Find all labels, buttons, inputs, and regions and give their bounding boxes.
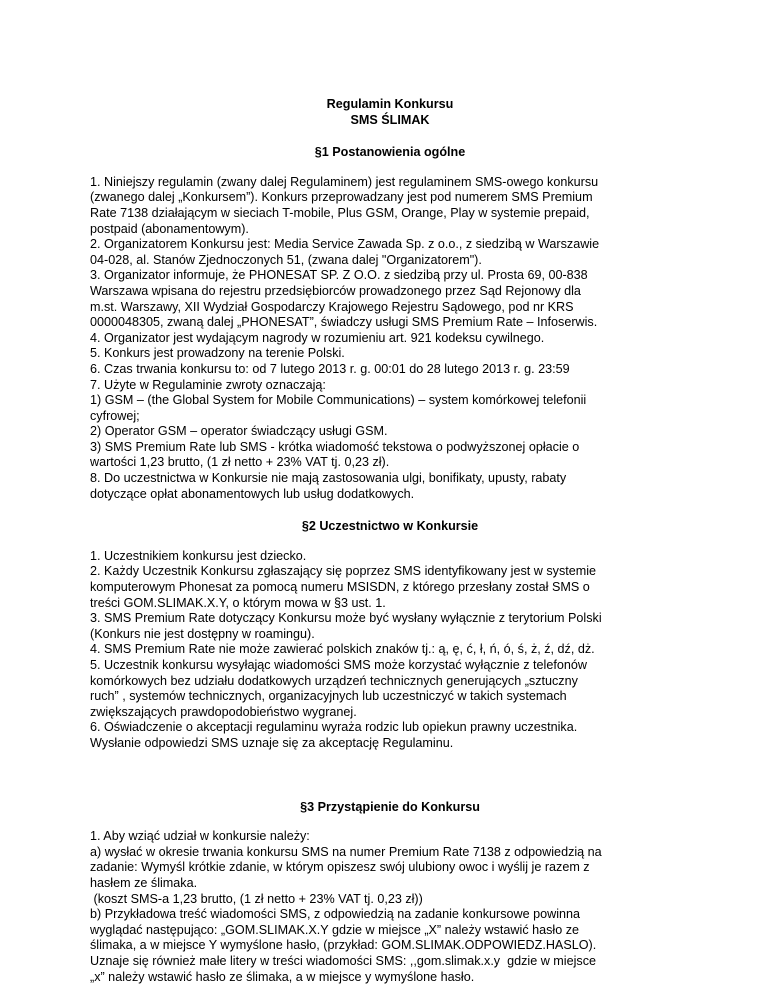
section2-heading: §2 Uczestnictwo w Konkursie (301, 519, 479, 534)
section1-line: (zwanego dalej „Konkursem”). Konkurs przeprowadzany jest pod numerem SMS Premium (90, 190, 593, 205)
section3-line: zadanie: Wymyśl krótkie zdanie, w którym opiszesz swój ulubiony owoc i wyślij je razem z (90, 860, 590, 875)
section3-line: (koszt SMS-a 1,23 brutto, (1 zł netto + 23% VAT tj. 0,23 zł)) (90, 891, 423, 906)
section1-line: wartości 1,23 brutto, (1 zł netto + 23% VAT tj. 0,23 zł). (90, 455, 390, 470)
section1-line: 04-028, al. Stanów Zjednoczonych 51, (zwana dalej "Organizatorem"). (90, 252, 482, 267)
section2-line: 2. Każdy Uczestnik Konkursu zgłaszający się poprzez SMS identyfikowany jest w systemie (90, 564, 597, 579)
section2-body (90, 549, 690, 752)
section1-line: dotyczące opłat abonamentowych lub usług dodatkowych. (90, 486, 415, 501)
section2-line: (Konkurs nie jest dostępny w roamingu). (90, 626, 315, 641)
section3-body (90, 829, 690, 985)
section1-line: 6. Czas trwania konkursu to: od 7 lutego 2013 r. g. 00:01 do 28 lutego 2013 r. g. 23:59 (90, 361, 570, 376)
section3-line: b) Przykładowa treść wiadomości SMS, z odpowiedzią na zadanie konkursowe powinna (90, 907, 581, 922)
section3-line: „x” należy wstawić hasło ze ślimaka, a w miejsce y wymyślone hasło. (90, 969, 475, 984)
section1-line: 7. Użyte w Regulaminie zwroty oznaczają: (90, 377, 326, 392)
section2-line: komputerowym Phonesat za pomocą numeru MSISDN, z którego przesłany został SMS o (90, 580, 590, 595)
section1-line: postpaid (abonamentowym). (90, 221, 249, 236)
document-title-line2: SMS ŚLIMAK (350, 112, 430, 127)
section1-line: 4. Organizator jest wydającym nagrody w rozumieniu art. 921 kodeksu cywilnego. (90, 330, 545, 345)
section1-line: 2. Organizatorem Konkursu jest: Media Service Zawada Sp. z o.o., z siedzibą w Warszawie (90, 237, 600, 252)
section2-line: zwiększających prawdopodobieństwo wygranej. (90, 704, 357, 719)
document-page (90, 97, 690, 985)
section1-body (90, 175, 690, 502)
section2-line: komórkowych bez udziału dodatkowych urządzeń technicznych generujących „sztuczny (90, 673, 578, 688)
section1-line: 8. Do uczestnictwa w Konkursie nie mają zastosowania ulgi, bonifikaty, upusty, rabaty (90, 471, 567, 486)
section3-heading: §3 Przystąpienie do Konkursu (300, 799, 480, 814)
section2-line: ruch” , systemów technicznych, organizacyjnych lub uczestniczyć w takich systemach (90, 689, 567, 704)
section1-line: Rate 7138 działającym w sieciach T-mobile, Plus GSM, Orange, Play w systemie prepaid, (90, 205, 590, 220)
section3-line: hasłem ze ślimaka. (90, 875, 198, 890)
section1-heading: §1 Postanowienia ogólne (314, 145, 466, 160)
section1-line: 5. Konkurs jest prowadzony na terenie Polski. (90, 346, 345, 361)
section3-line: 1. Aby wziąć udział w konkursie należy: (90, 829, 310, 844)
section2-line: treści GOM.SLIMAK.X.Y, o którym mowa w §3 ust. 1. (90, 595, 386, 610)
section1-line: 1) GSM – (the Global System for Mobile Communications) – system komórkowej telefonii (90, 393, 587, 408)
section2-line: 3. SMS Premium Rate dotyczący Konkursu może być wysłany wyłącznie z terytorium Polski (90, 611, 602, 626)
section3-line: ślimaka, a w miejsce Y wymyślone hasło, (przykład: GOM.SLIMAK.ODPOWIEDZ.HASLO). (90, 938, 597, 953)
section2-line: 1. Uczestnikiem konkursu jest dziecko. (90, 548, 307, 563)
section1-line: 0000048305, zwaną dalej „PHONESAT”, świadczy usługi SMS Premium Rate – Infoserwis. (90, 315, 598, 330)
section1-line: 3) SMS Premium Rate lub SMS - krótka wiadomość tekstowa o podwyższonej opłacie o (90, 439, 580, 454)
section1-line: 1. Niniejszy regulamin (zwany dalej Regulaminem) jest regulaminem SMS-owego konkursu (90, 174, 599, 189)
section2-line: 6. Oświadczenie o akceptacji regulaminu wyraża rodzic lub opiekun prawny uczestnika. (90, 720, 578, 735)
section1-line: 3. Organizator informuje, że PHONESAT SP. Z O.O. z siedzibą przy ul. Prosta 69, 00-838 (90, 268, 588, 283)
section1-line: m.st. Warszawy, XII Wydział Gospodarczy Krajowego Rejestru Sądowego, pod nr KRS (90, 299, 574, 314)
section3-line: Uznaje się również małe litery w treści wiadomości SMS: ,,gom.slimak.x.y gdzie w miejsce (90, 953, 596, 968)
section3-line: a) wysłać w okresie trwania konkursu SMS na numer Premium Rate 7138 z odpowiedzią na (90, 844, 602, 859)
section3-line: wyglądać następująco: „GOM.SLIMAK.X.Y gdzie w miejsce „X” należy wstawić hasło ze (90, 922, 580, 937)
section1-line: 2) Operator GSM – operator świadczący usługi GSM. (90, 424, 388, 439)
section1-line: cyfrowej; (90, 408, 140, 423)
section2-line: Wysłanie odpowiedzi SMS uznaje się za akceptację Regulaminu. (90, 735, 454, 750)
document-title-line1: Regulamin Konkursu (326, 97, 454, 111)
section2-line: 5. Uczestnik konkursu wysyłając wiadomości SMS może korzystać wyłącznie z telefonów (90, 658, 587, 672)
section1-line: Warszawa wpisana do rejestru przedsiębiorców prowadzonego przez Sąd Rejonowy dla (90, 283, 581, 298)
section2-line: 4. SMS Premium Rate nie może zawierać polskich znaków tj.: ą, ę, ć, ł, ń, ó, ś, ż, ź, dź, dż. (90, 642, 595, 657)
